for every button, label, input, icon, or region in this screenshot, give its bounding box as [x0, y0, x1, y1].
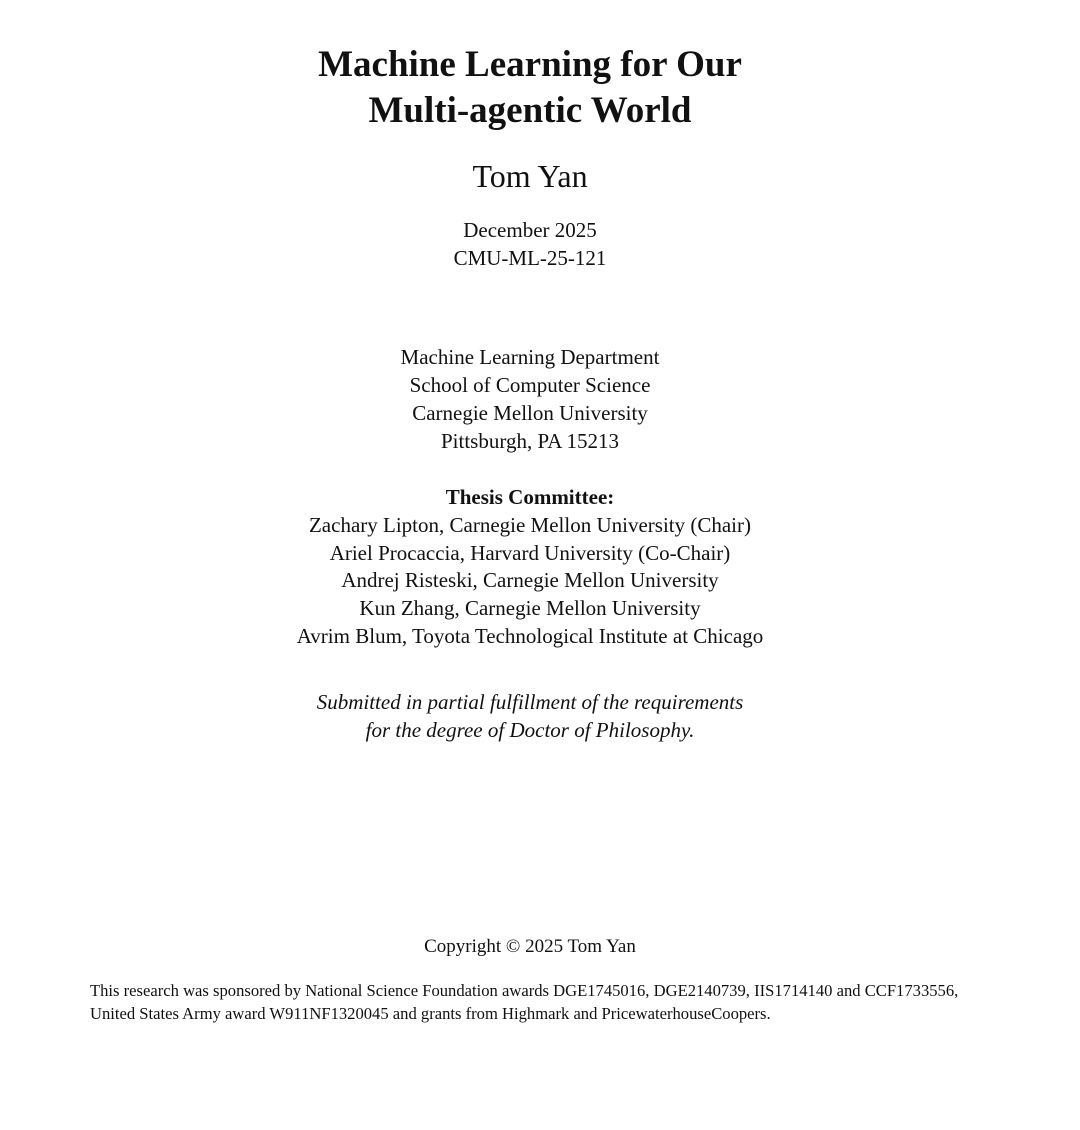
sponsorship-note: This research was sponsored by National Science Foundation awards DGE1745016, DGE2140739, IIS1714140 and CCF1733556, United States Army award W911NF1320045 and grants from Highmark and PricewaterhouseCoopers.	[90, 981, 959, 1023]
affiliation-block	[0, 343, 1060, 455]
date-block	[0, 216, 1060, 272]
thesis-title	[0, 42, 1060, 134]
thesis-title-line-1: Machine Learning for Our	[318, 44, 742, 85]
report-number: CMU-ML-25-121	[453, 246, 607, 270]
publication-date: December 2025	[463, 218, 597, 242]
thesis-committee	[0, 484, 1060, 651]
committee-heading: Thesis Committee:	[445, 485, 615, 509]
thesis-title-line-2: Multi-agentic World	[368, 90, 692, 131]
committee-member: Ariel Procaccia, Harvard University (Co-Chair)	[329, 540, 731, 565]
school: School of Computer Science	[409, 373, 651, 397]
submission-statement	[0, 688, 1060, 744]
committee-member: Andrej Risteski, Carnegie Mellon University	[341, 568, 719, 593]
location: Pittsburgh, PA 15213	[441, 429, 619, 453]
committee-member: Avrim Blum, Toyota Technological Institute at Chicago	[296, 623, 764, 648]
submission-line-2: for the degree of Doctor of Philosophy.	[365, 718, 695, 742]
university: Carnegie Mellon University	[412, 401, 648, 425]
submission-line-1: Submitted in partial fulfillment of the requirements	[316, 690, 744, 714]
committee-member: Zachary Lipton, Carnegie Mellon University (Chair)	[308, 512, 752, 537]
copyright-notice: Copyright © 2025 Tom Yan	[424, 936, 636, 957]
committee-member: Kun Zhang, Carnegie Mellon University	[359, 596, 701, 621]
department: Machine Learning Department	[400, 345, 660, 369]
author-name: Tom Yan	[472, 158, 588, 194]
